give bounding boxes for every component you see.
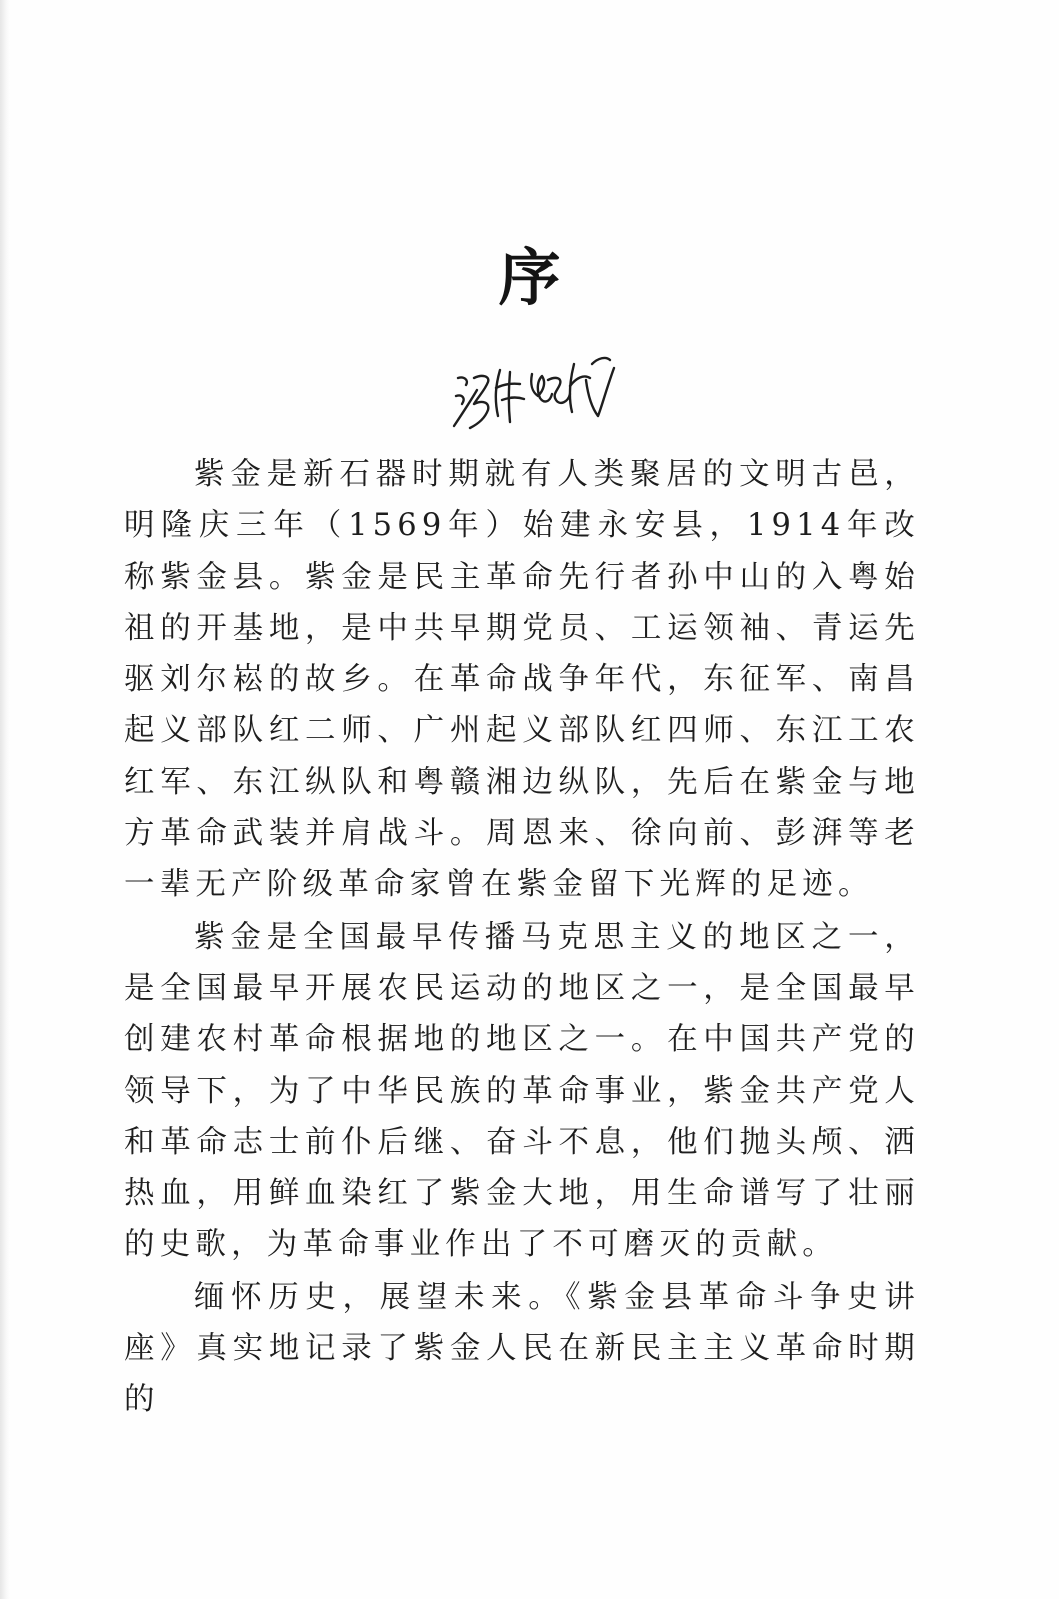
paragraph: 紫金是新石器时期就有人类聚居的文明古邑，明隆庆三年（1569年）始建永安县，1914年改称紫金县。紫金是民主革命先行者孙中山的入粤始祖的开基地，是中共早期党员、工运领袖、青运先驱刘尔崧的故乡。在革命战争年代，东征军、南昌起义部队红二师、广州起义部队红四师、东江工农红军、东江纵队和粤赣湘边纵队，先后在紫金与地方革命武装并肩战斗。周恩来、徐向前、彭湃等老一辈无产阶级革命家曾在紫金留下光辉的足迹。 [124, 457, 920, 903]
signature-handwriting-icon [452, 350, 617, 438]
author-signature [452, 350, 617, 438]
page-title: 序 [498, 241, 561, 314]
paragraph: 缅怀历史，展望未来。《紫金县革命斗争史讲座》真实地记录了紫金人民在新民主主义革命时期的 [124, 1279, 920, 1418]
paragraph: 紫金是全国最早传播马克思主义的地区之一，是全国最早开展农民运动的地区之一，是全国最早创建农村革命根据地的地区之一。在中国共产党的领导下，为了中华民族的革命事业，紫金共产党人和革命志士前仆后继、奋斗不息，他们抛头颅、洒热血，用鲜血染红了紫金大地，用生命谱写了壮丽的史歌，为革命事业作出了不可磨灭的贡献。 [124, 919, 920, 1263]
preface-body [124, 449, 920, 1427]
